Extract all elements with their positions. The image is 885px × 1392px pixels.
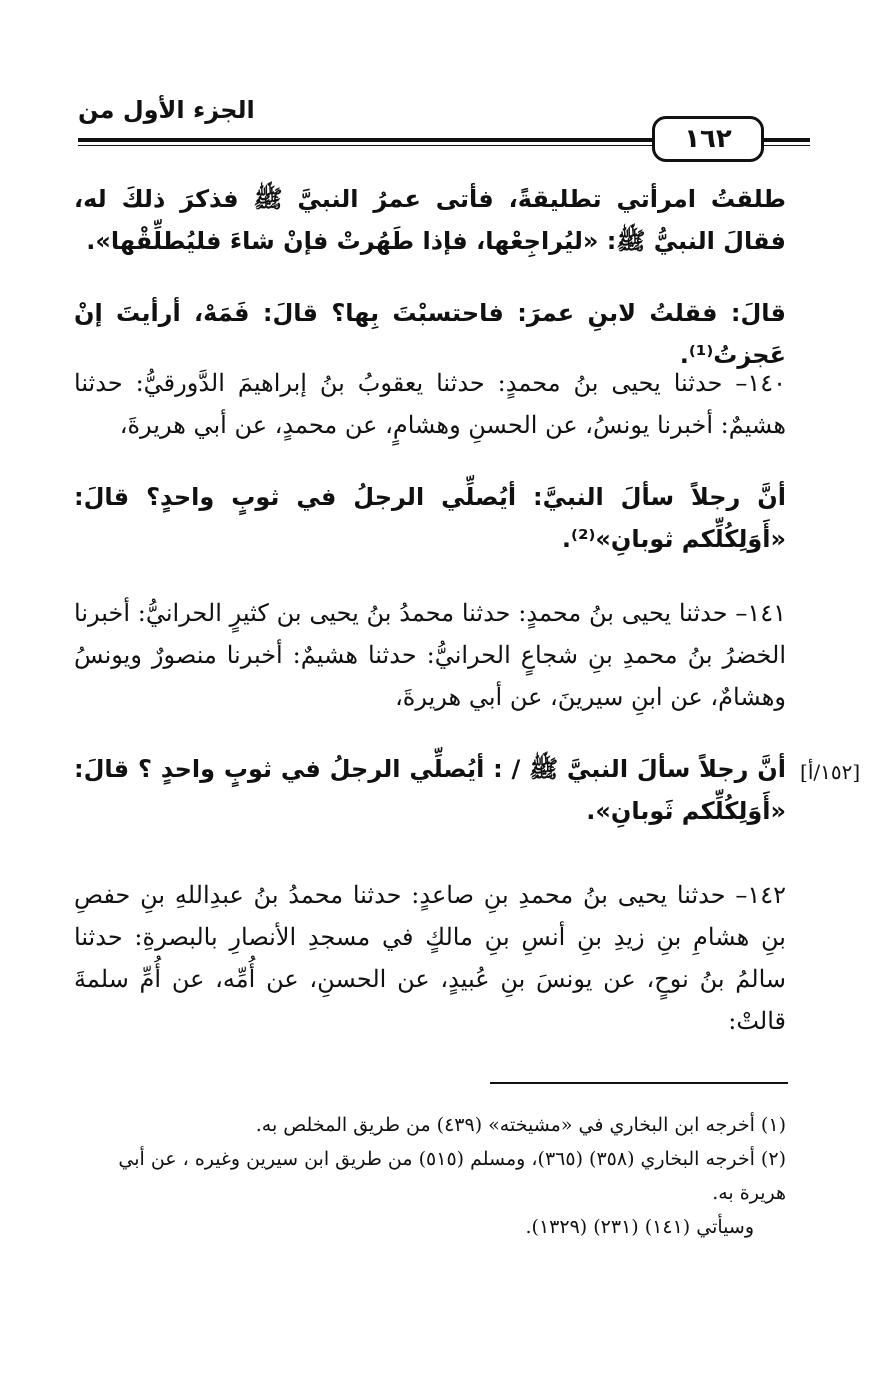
paragraph-2: قالَ: فقلتُ لابنِ عمرَ: فاحتسبْتَ بِها؟ قالَ: فَمَهْ، أرأيتَ إنْ عَجزتُ⁽¹⁾. [74,299,786,369]
page-number: ١٦٢ [652,116,764,162]
hadith-141-matn: أنَّ رجلاً سألَ النبيَّ ﷺ / : أيُصلِّي الرجلُ في ثوبٍ واحدٍ ؟ قالَ: «أَوَلِكُلِّكم ثَوبانِ». [74,755,786,825]
hadith-141-isnad: ١٤١– حدثنا يحيى بنُ محمدٍ: حدثنا محمدُ بنُ يحيى بن كثيرٍ الحرانيُّ: أخبرنا الخضرُ بنُ محمدِ بنِ شجاعٍ الحرانيُّ: حدثنا هشيمٌ: أخبرنا منصورٌ ويونسُ وهشامٌ، عن ابنِ سيرينَ، عن أبي هريرةَ، [74,599,786,711]
footnote-2-continuation: وسيأتي (١٤١) (٢٣١) (١٣٢٩). [525,1216,754,1238]
running-header-title: الجزء الأول من [78,96,255,124]
paragraph-1: طلقتُ امرأتي تطليقةً، فأتى عمرُ النبيَّ ﷺ فذكرَ ذلكَ له، فقالَ النبيُّ ﷺ: «ليُراجِعْها، فإذا طَهُرتْ فإنْ شاءَ فليُطلِّقْها». [74,185,786,255]
footnotes [74,1108,786,1244]
hadith-140-matn: أنَّ رجلاً سألَ النبيَّ: أيُصلِّي الرجلُ في ثوبٍ واحدٍ؟ قالَ: «أَوَلِكُلِّكم ثوبانِ»⁽²⁾. [74,483,786,553]
hadith-142-isnad: ١٤٢– حدثنا يحيى بنُ محمدِ بنِ صاعدٍ: حدثنا محمدُ بنُ عبدِاللهِ بنِ حفصِ بنِ هشامِ بنِ زيدِ بنِ أنسِ بنِ مالكٍ في مسجدِ الأنصارِ بالبصرةِ: حدثنا سالمُ بنُ نوحٍ، عن يونسَ بنِ عُبيدٍ، عن الحسنِ، عن أُمِّه، عن أُمِّ سلمةَ قالتْ: [74,881,786,1035]
margin-reference: [١٥٢/أ] [800,760,861,784]
footnote-2: (٢) أخرجه البخاري (٣٥٨) (٣٦٥)، ومسلم (٥١٥) من طريق ابن سيرين وغيره ، عن أبي هريرة به. [118,1148,786,1204]
footnote-separator [490,1082,788,1084]
hadith-140-isnad: ١٤٠– حدثنا يحيى بنُ محمدٍ: حدثنا يعقوبُ بنُ إبراهيمَ الدَّورقيُّ: حدثنا هشيمٌ: أخبرنا يونسُ، عن الحسنِ وهشامٍ، عن محمدٍ، عن أبي هريرةَ، [74,369,786,439]
footnote-1: (١) أخرجه ابن البخاري في «مشيخته» (٤٣٩) من طريق المخلص به. [255,1114,786,1136]
